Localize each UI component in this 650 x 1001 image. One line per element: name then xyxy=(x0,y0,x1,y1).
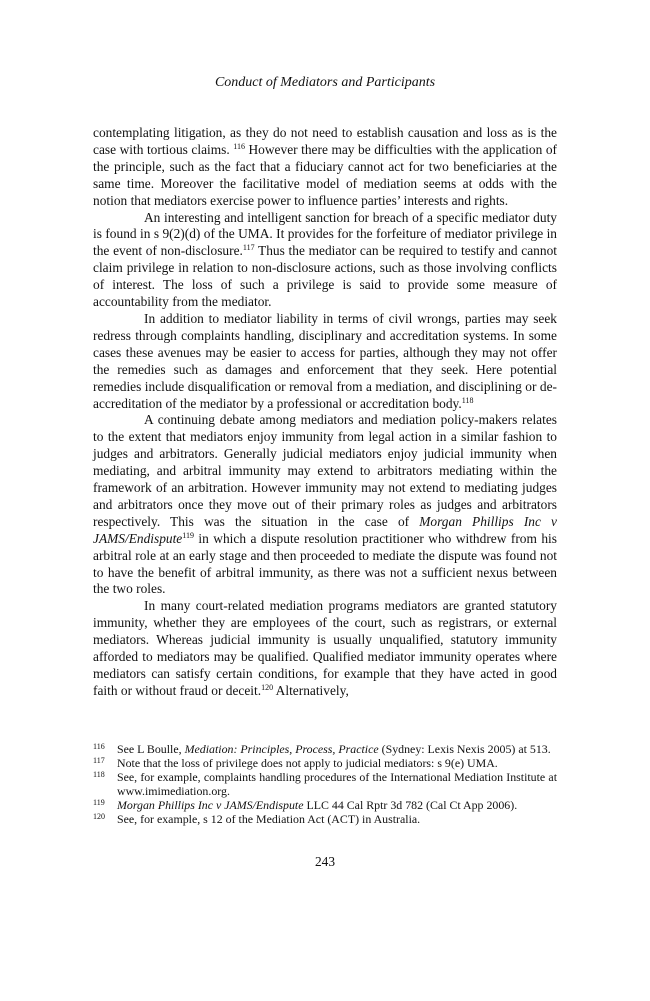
footnote-ref: 117 xyxy=(242,243,255,253)
text-run: contemplating litigation, as they do not need to establish causation and loss as is the case with tortious claims. xyxy=(93,125,557,157)
footnote-ref: 120 xyxy=(261,682,274,692)
footnote xyxy=(93,756,557,770)
text-run: Note that the loss of privilege does not apply to judicial mediators: s 9(e) UMA. xyxy=(117,756,498,770)
italic-text: Morgan Phillips Inc v JAMS/Endispute xyxy=(117,798,304,812)
text-run: (Sydney: Lexis Nexis 2005) at 513. xyxy=(378,742,551,756)
text-run: However there may be difficulties with the application of the principle, such as the fact that a fiduciary cannot act for two beneficiaries at the same time. Moreover the facilitative model of mediation seems at odds with the notion that mediators exercise power to influence parties’ interests and rights. xyxy=(93,141,557,208)
paragraph xyxy=(93,412,557,598)
footnote-ref: 118 xyxy=(461,395,474,405)
italic-text: Morgan Phillips Inc v JAMS/Endispute xyxy=(93,513,557,546)
text-run: LLC 44 Cal Rptr 3d 782 (Cal Ct App 2006). xyxy=(303,798,518,812)
text-run: See, for example, complaints handling procedures of the International Mediation Institute at www.imimediation.org. xyxy=(117,770,557,798)
footnote xyxy=(93,812,557,826)
paragraph xyxy=(93,210,557,311)
text-run: See L Boulle, xyxy=(117,742,185,756)
text-run: Thus the mediator can be required to testify and cannot claim privilege in relation to non-disclosure actions, such as those involving conflicts of interest. The loss of such a privilege is said to provide some measure of accountability from the mediator. xyxy=(93,243,557,310)
italic-text: Mediation: Principles, Process, Practice xyxy=(184,742,379,756)
footnote-number: 118 xyxy=(93,770,105,779)
page-number: 243 xyxy=(314,854,336,869)
footnote-number: 119 xyxy=(93,798,105,807)
footnote-number: 117 xyxy=(93,756,105,765)
footnote xyxy=(93,770,557,798)
paragraph xyxy=(93,311,557,412)
footnote-number: 120 xyxy=(93,812,105,821)
footnote xyxy=(93,742,557,756)
text-run: An interesting and intelligent sanction for breach of a specific mediator duty is found in s 9(2)(d) of the UMA. It provides for the forfeiture of mediator privilege in the event of non-disclosure. xyxy=(93,209,557,259)
body-text xyxy=(93,125,557,700)
text-run: See, for example, s 12 of the Mediation Act (ACT) in Australia. xyxy=(117,812,421,826)
paragraph xyxy=(93,598,557,699)
text-run: A continuing debate among mediators and mediation policy-makers relates to the extent that mediators enjoy immunity from legal action in a similar fashion to judges and arbitrators. Generally judicial mediators enjoy judicial immunity when mediating, and arbitral immunity may extend to arbitrators mediating within the framework of an arbitration. However immunity may not extend to mediating judges and arbitrators once they move out of their primary roles as judges and arbitrators respectively. This was the situation in the case of xyxy=(93,412,557,529)
footnote-number: 116 xyxy=(93,742,105,751)
footnote-ref: 119 xyxy=(182,530,194,540)
footnote xyxy=(93,798,557,812)
footnotes xyxy=(93,742,557,826)
text-run: in which a dispute resolution practitioner who withdrew from his arbitral role at an early stage and then proceeded to mediate the dispute was found not to have the benefit of arbitral immunity, as there was not a sufficient nexus between the two roles. xyxy=(93,530,557,597)
paragraph xyxy=(93,125,557,210)
running-header: Conduct of Mediators and Participants xyxy=(214,75,436,90)
footnote-ref: 116 xyxy=(233,141,245,151)
text-run: In addition to mediator liability in terms of civil wrongs, parties may seek redress through complaints handling, disciplinary and accreditation systems. In some cases these avenues may be easier to access for parties, although they may not offer the remedies such as damages and enforcement that they seek. Here potential remedies include disqualification or removal from a mediation, and disciplining or de-accreditation of the mediator by a professional or accreditation body. xyxy=(93,310,557,411)
text-run: In many court-related mediation programs mediators are granted statutory immunity, whether they are employees of the court, such as registrars, or external mediators. Whereas judicial immunity is usually unqualified, statutory immunity afforded to mediators may be qualified. Qualified mediator immunity operates where mediators can satisfy certain conditions, for example that they have acted in good faith or without fraud or deceit. xyxy=(93,598,557,698)
text-run: Alternatively, xyxy=(273,682,349,698)
